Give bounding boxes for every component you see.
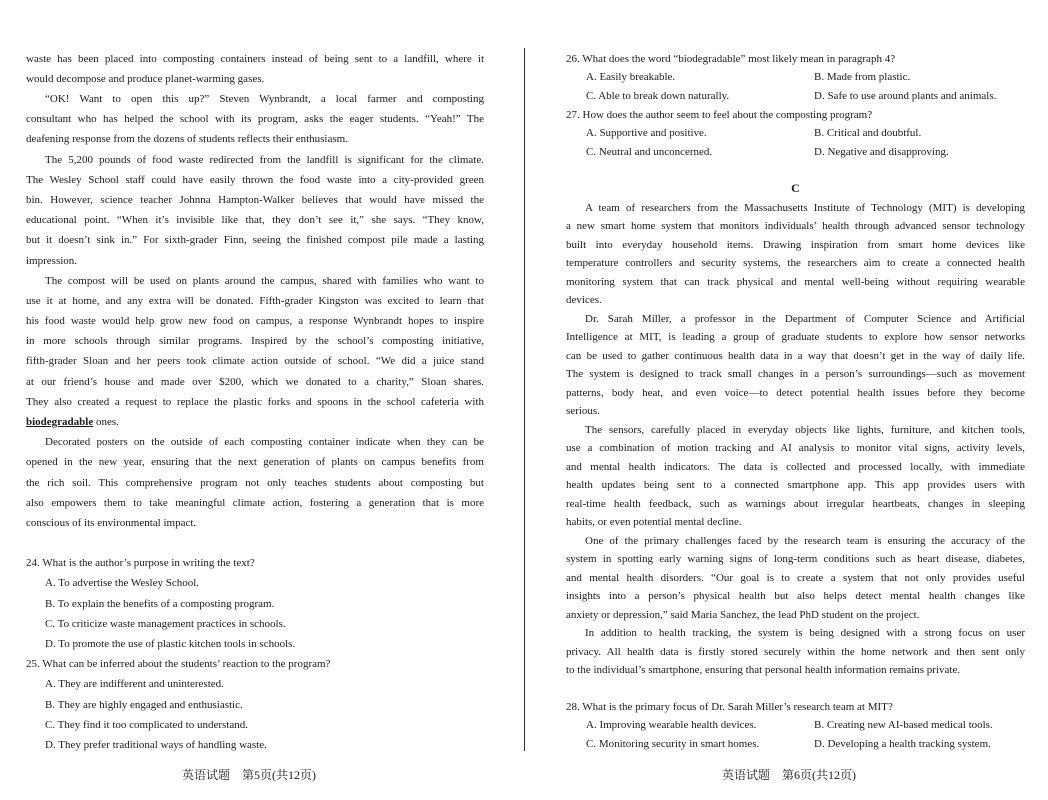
paragraph-line: and mental health disorders. “Our goal is to create a system that not only provides useful — [566, 572, 1025, 584]
option-27a: A. Supportive and positive. — [586, 127, 707, 139]
question-26: 26. What does the word “biodegradable” most likely mean in paragraph 4? — [566, 53, 896, 65]
paragraph-line — [26, 412, 484, 432]
paragraph-line: insights into a person’s physical health but also helps detect mental health changes like — [566, 590, 1025, 602]
paragraph-line: A team of researchers from the Massachusetts Institute of Technology (MIT) is developing — [585, 202, 1025, 214]
paragraph-line: serious. — [566, 405, 600, 417]
paragraph-line: but it doesn’t sink in.” For sixth-grader Finn, seeing the finished compost pile made a lasting — [26, 234, 484, 246]
section-heading: C — [791, 181, 800, 195]
paragraph-line: in more schools through similar programs. Inspired by the school’s composting initiative, — [26, 335, 484, 347]
question-27: 27. How does the author seem to feel about the composting program? — [566, 109, 873, 121]
paragraph-line: health updates being sent to a connected smartphone app. This app provides users with — [566, 479, 1025, 491]
underlined-word: biodegradable — [26, 416, 94, 428]
option-24d: D. To promote the use of plastic kitchen tools in schools. — [45, 638, 296, 650]
option-25b: B. They are highly engaged and enthusiastic. — [45, 699, 243, 711]
page-footer-left: 英语试题 第5页(共12页) — [182, 768, 316, 782]
paragraph-line: habits, or even potential mental decline. — [566, 516, 742, 528]
paragraph-line: Intelligence at MIT, is leading a group of graduate students to explore how sensor networks — [566, 331, 1025, 343]
option-25c: C. They find it too complicated to understand. — [45, 719, 248, 731]
option-28d: D. Developing a health tracking system. — [814, 738, 991, 750]
option-24b: B. To explain the benefits of a composting program. — [45, 598, 275, 610]
paragraph-line: the rich soil. This comprehensive program not only teaches students about composting but — [26, 477, 484, 489]
paragraph-line: also empowers them to take meaningful climate action, fostering a generation that is more — [26, 497, 484, 509]
option-26b: B. Made from plastic. — [814, 71, 911, 83]
paragraph-line: can be used to gather continuous health data in a way that doesn’t get in the way of daily life. — [566, 350, 1025, 362]
paragraph-line: bin. However, science teacher Johnna Hampton-Walker believes that would have missed the — [26, 194, 484, 206]
paragraph-line: waste has been placed into composting containers instead of being sent to a landfill, where it — [26, 53, 484, 65]
paragraph-line: They also created a request to replace the plastic forks and spoons in the school cafeteria with — [26, 396, 484, 408]
option-27d: D. Negative and disapproving. — [814, 146, 949, 158]
paragraph-line: The compost will be used on plants around the campus, shared with families who want to — [45, 275, 484, 287]
question-28: 28. What is the primary focus of Dr. Sarah Miller’s research team at MIT? — [566, 701, 893, 713]
paragraph-line: One of the primary challenges faced by the research team is ensuring the accuracy of the — [585, 535, 1025, 547]
paragraph-line: system in spotting early warning signs of long-term conditions such as heart disease, diabetes, — [566, 553, 1025, 565]
paragraph-line: anxiety or depression,” said Maria Sanchez, the lead PhD student on the project. — [566, 609, 920, 621]
paragraph-line: real-time health feedback, such as warnings about irregular heartbeats, changes in sleeping — [566, 498, 1025, 510]
paragraph-line: The 5,200 pounds of food waste redirected from the landfill is significant for the climate. — [45, 154, 484, 166]
question-24: 24. What is the author’s purpose in writing the text? — [26, 557, 255, 569]
option-28a: A. Improving wearable health devices. — [586, 719, 757, 731]
paragraph-line: conscious of its environmental impact. — [26, 517, 197, 529]
option-25d: D. They prefer traditional ways of handling waste. — [45, 739, 267, 751]
option-24a: A. To advertise the Wesley School. — [45, 577, 200, 589]
paragraph-line: a new smart home system that monitors individuals’ health through advanced sensor technology — [566, 220, 1025, 232]
option-28b: B. Creating new AI-based medical tools. — [814, 719, 993, 731]
paragraph-line: would decompose and produce planet-warming gases. — [26, 73, 265, 85]
paragraph-line: The system is designed to track small changes in a person’s surroundings—such as movement — [566, 368, 1025, 380]
paragraph-line: to the individual’s smartphone, ensuring that personal health information remains private. — [566, 664, 961, 676]
paragraph-line: temperature controllers and security systems, the researchers aim to create a connected health — [566, 257, 1025, 269]
option-26d: D. Safe to use around plants and animals. — [814, 90, 997, 102]
paragraph-line: The Wesley School staff could have easily thrown the food waste into a city-provided green — [26, 174, 484, 186]
paragraph-line: The sensors, carefully placed in everyday objects like lights, furniture, and kitchen tools, — [585, 424, 1025, 436]
paragraph-line: his food waste would help grow new food on campus, a response Wynbrandt hopes to inspire — [26, 315, 484, 327]
line-tail: ones. — [93, 416, 119, 428]
paragraph-line: patterns, body heat, and even voice—to detect potential health issues before they become — [566, 387, 1025, 399]
column-divider — [524, 48, 525, 751]
option-25a: A. They are indifferent and uninterested. — [45, 678, 224, 690]
paragraph-line: use it at home, and any extra will be donated. Fifth-grader Kingston was excited to learn that — [26, 295, 484, 307]
paragraph-line: Decorated posters on the outside of each composting container indicate when they can be — [45, 436, 484, 448]
option-27c: C. Neutral and unconcerned. — [586, 146, 713, 158]
option-28c: C. Monitoring security in smart homes. — [586, 738, 760, 750]
question-25: 25. What can be inferred about the students’ reaction to the program? — [26, 658, 331, 670]
option-27b: B. Critical and doubtful. — [814, 127, 922, 139]
page-footer-right: 英语试题 第6页(共12页) — [722, 768, 856, 782]
paragraph-line: Dr. Sarah Miller, a professor in the Department of Computer Science and Artificial — [585, 313, 1025, 325]
paragraph-line: opened in the new year, ensuring that the next generation of plants on campus benefits from — [26, 456, 484, 468]
paragraph-line: use a combination of motion tracking and AI analysis to monitor vital signs, activity levels, — [566, 442, 1025, 454]
option-26c: C. Able to break down naturally. — [586, 90, 730, 102]
paragraph-line: consultant who has helped the school with its program, asks the eager students. “Yeah!” The — [26, 113, 484, 125]
paragraph-line: fifth-grader Sloan and her peers took climate action outside of school. “We did a juice stand — [26, 355, 484, 367]
paragraph-line: monitoring system that can track physical and mental well-being without requiring wearable — [566, 276, 1025, 288]
paragraph-line: and mental health indicators. The data is collected and processed locally, with immediate — [566, 461, 1025, 473]
paragraph-line: deafening response from the dozens of students reflects their enthusiasm. — [26, 133, 348, 145]
paragraph-line: built into everyday household items. Drawing inspiration from smart home devices like — [566, 239, 1025, 251]
paragraph-line: devices. — [566, 294, 602, 306]
paragraph-line: educational point. “When it’s invisible like that, they don’t see it,” she says. “They know, — [26, 214, 484, 226]
paragraph-line: privacy. All health data is firstly stored securely within the home network and then sent only — [566, 646, 1025, 658]
paragraph-line: In addition to health tracking, the system is being designed with a strong focus on user — [585, 627, 1025, 639]
paragraph-line: impression. — [26, 255, 78, 267]
option-26a: A. Easily breakable. — [586, 71, 676, 83]
option-24c: C. To criticize waste management practices in schools. — [45, 618, 286, 630]
paragraph-line: at our friend’s house and made over $200, which we donated to a charity,” Sloan shares. — [26, 376, 484, 388]
paragraph-line: “OK! Want to open this up?” Steven Wynbrandt, a local farmer and composting — [45, 93, 484, 105]
